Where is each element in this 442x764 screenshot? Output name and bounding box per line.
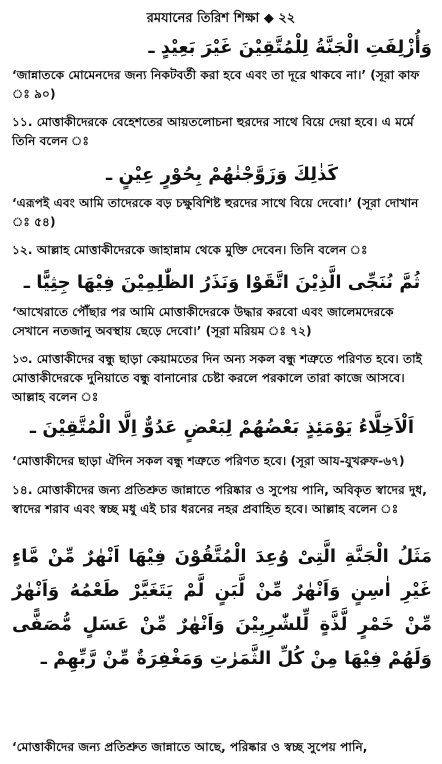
translation-paragraph-4: ‘মোত্তাকীদের ছাড়া ঐদিন সকল বন্ধু শত্রুতে পরিণত হবে। (সূরা আয-যুখরুফ-৬৭) xyxy=(12,454,405,468)
arabic-verse-3: ثُمَّ نُنَجِّى الَّذِيْنَ اتَّقَوْا وَنَذَرُ الظّٰلِمِيْنَ فِيْهَا جِثِيًّا ـ xyxy=(23,272,421,293)
translation-paragraph-2: ‘এরূপই এবং আমি তাদেরকে বড় চক্ষুবিশিষ্ট হুরদের সাথে বিয়ে দেবো।’ (সূরা দোখান ঃ ৫৪) xyxy=(12,196,419,229)
point-11-paragraph: ১১. মোত্তাকীদেরকে বেহেশতের আয়তলোচনা হুরদের সাথে বিয়ে দেয়া হবে। এ মর্মে তিনি বলেন ঃ xyxy=(12,115,414,148)
arabic-verse-5: مَثَلُ الْجَنَّةِ الَّتِىْ وُعِدَ الْمُتَّقُوْنَ فِيْهَا اَنْهٰرٌ مِّنْ مَّاءٍ غَيْرِ اٰسِنٍ وَاَنْهٰرٌ مِّنْ لَّبَنٍ لَّمْ يَتَغَيَّرْ طَعْمُهُ وَاَنْهٰرٌ مِّنْ خَمْرٍ لَّذَّةٍ لِّلشّٰرِبِيْنَ وَاَنْهٰرٌ مِّنْ عَسَلٍ مُّصَفًّى وَلَهُمْ فِيْهَا مِنْ كُلِّ الثَّمَرٰتِ وَمَغْفِرَةٌ مِّنْ رَّبِّهِمْ ـ xyxy=(12,546,432,669)
page-header: রমযানের তিরিশ শিক্ষা ◆ ২২ xyxy=(146,11,296,26)
translation-paragraph-1: ‘জান্নাতকে মোমেনদের জন্য নিকটবর্তী করা হবে এবং তা দূরে থাকবে না।’ (সূরা কাফ ঃ ৯০) xyxy=(12,68,420,101)
point-12-paragraph: ১২. আল্লাহ মোত্তাকীদেরকে জাহান্নাম থেকে মুক্তি দেবেন। তিনি বলেন ঃ xyxy=(12,243,368,257)
arabic-verse-4: اَلْاَخِلَّاءُ يَوْمَئِذٍ بَعْضُهُمْ لِبَعْضٍ عَدُوٌّ اِلَّا الْمُتَّقِيْنَ ـ xyxy=(29,417,415,438)
point-13-paragraph: ১৩. মোত্তাকীদের বন্ধু ছাড়া কেয়ামতের দিন অন্য সকল বন্ধু শত্রুতে পরিণত হবে। তাই মোত্তাকীদেরকে দুনিয়াতে বন্ধু বানানোর চেষ্টা করলে পরকালে তারা কাজে আসবে। আল্লাহ বলেন ঃ xyxy=(12,352,422,404)
translation-paragraph-3: ‘আখেরাতে পৌঁছার পর আমি মোত্তাকীদেরকে উদ্ধার করবো এবং জালেমদেরকে সেখানে নতজানু অবস্থায় ছেড়ে দেবো।’ (সূরা মরিয়ম ঃ ৭২) xyxy=(12,305,394,338)
arabic-verse-2: كَذٰلِكَ وَزَوَّجْنٰهُمْ بِحُوْرٍ عِيْنٍ ـ xyxy=(106,164,338,185)
arabic-verse-1: وَأُزْلِفَتِ الْجَنَّةُ لِلْمُتَّقِيْنَ غَيْرَ بَعِيْدٍ ـ xyxy=(148,37,432,58)
translation-paragraph-5: ‘মোত্তাকীদের জন্য প্রতিশ্রুত জান্নাতে আছে, পরিষ্কার ও স্বচ্ছ সুপেয় পানি, xyxy=(12,740,368,754)
point-14-paragraph: ১৪. মোত্তাকীদের জন্য প্রতিশ্রুত জান্নাতে পরিষ্কার ও সুপেয় পানি, অবিকৃত স্বাদের দুধ, স্বাদের শরাব এবং স্বচ্ছ মধু এই চার ধরনের নহর প্রবাহিত হবে। আল্লাহ বলেন ঃ xyxy=(12,483,427,516)
